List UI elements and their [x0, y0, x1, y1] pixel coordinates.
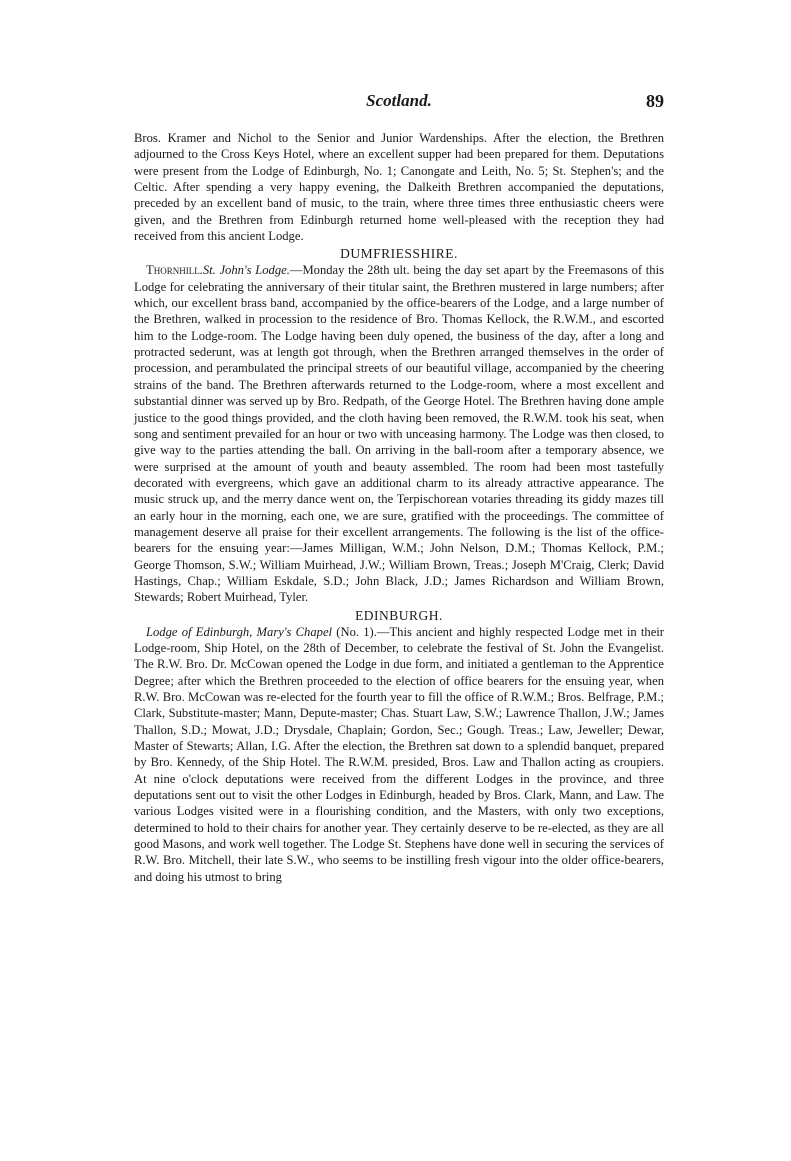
lead-lodge: St. John's Lodge. [202, 263, 290, 278]
paragraph-thornhill [134, 262, 664, 605]
paragraph-edinburgh [134, 624, 664, 886]
lead-lodge: Lodge of Edinburgh, Mary's Chapel [146, 624, 333, 639]
article-body [134, 130, 664, 885]
lead-place: Thornhill. [146, 263, 203, 278]
page-number: 89 [646, 91, 664, 111]
heading-edinburgh: EDINBURGH. [355, 607, 443, 623]
running-title: Scotland. [366, 91, 432, 110]
heading-dumfriesshire: DUMFRIESSHIRE. [340, 246, 458, 262]
paragraph-text: (No. 1).—This ancient and highly respected Lodge met in their Lodge-room, Ship Hotel, on the 28th of December, to celebrate the festival of St. John the Evangelist. The R.W. Bro. Dr. McCowan opened the Lodge in due form, and initiated a gentleman to the Apprentice Degree; after which the Brethren proceeded to the election of office bearers for the ensuing year, when R.W. Bro. McCowan was re-elected for the fourth year to fill the office of R.W.M.; Bros. Belfrage, P.M.; Clark, Substitute-master; Mann, Depute-master; Chas. Stuart Law, S.W.; Lawrence Thallon, J.W.; James Thallon, S.D.; Mowat, J.D.; Drysdale, Chaplain; Gordon, Sec.; Gough. Treas.; Law, Jeweller; Dewar, Master of Stewarts; Allan, I.G. After the election, the Brethren sat down to a splendid banquet, prepared by Bro. Kennedy, of the Ship Hotel. The R.W.M. presided, Bros. Law and Thallon acting as croupiers. At nine o'clock deputations were received from the different Lodges in the province, and three deputations sent out to visit the other Lodges in Edinburgh, headed by Bros. Clark, Mann, and Law. The various Lodges visited were in a flourishing condition, and the Masters, with only two exceptions, determined to hold to their chairs for another year. They certainly deserve to be re-elected, as they are all good Masons, and work well together. The Lodge St. Stephens have done well in securing the services of R.W. Bro. Mitchell, their late S.W., who seems to be instilling fresh vigour into the older office-bearers, and doing his utmost to bring [134, 624, 664, 884]
paragraph-dalkeith: Bros. Kramer and Nichol to the Senior and Junior Wardenships. After the election, the Brethren adjourned to the Cross Keys Hotel, where an excellent supper had been prepared for them. Deputations were present from the Lodge of Edinburgh, No. 1; Canongate and Leith, No. 5; St. Stephen's; and the Celtic. After spending a very happy evening, the Dalkeith Brethren accompanied the deputations, preceded by an excellent band of music, to the train, where three times three enthusiastic cheers were given, and the Brethren from Edinburgh returned home well-pleased with the reception they had received from this ancient Lodge. [134, 131, 664, 244]
page-header [134, 91, 664, 117]
paragraph-text: —Monday the 28th ult. being the day set apart by the Freemasons of this Lodge for celebrating the anniversary of their titular saint, the Brethren mustered in large numbers; after which, our excellent brass band, accompanied by the office-bearers of the Lodge, and a large number of the Brethren, walked in procession to the residence of Bro. Thomas Kellock, the R.W.M., and escorted him to the Lodge-room. The Lodge having been duly opened, the business of the day, after a long and protracted sederunt, was at length got through, when the Brethren arranged themselves in the order of procession, and perambulated the principal streets of our beautiful village, accompanied by the cheering strains of the band. The Brethren afterwards returned to the Lodge-room, where a most excellent and substantial dinner was served up by Bro. Redpath, of the George Hotel. The Brethren having done ample justice to the good things provided, and the cloth having been removed, the R.W.M. took his seat, when song and sentiment prevailed for an hour or two with unceasing harmony. The Lodge was then closed, to give way to the parties attending the ball. On arriving in the ball-room after a temporary absence, we were surprised at the amount of youth and beauty assembled. The room had been most tastefully decorated with evergreens, which gave an additional charm to its already attractive appearance. The music struck up, and the merry dance went on, the Terpischorean votaries threading its giddy mazes till an early hour in the morning, each one, we are sure, gratified with the proceedings. The committee of management deserve all praise for their excellent arrangements. The following is the list of the office-bearers for the ensuing year:—James Milligan, W.M.; John Nelson, D.M.; Thomas Kellock, P.M.; George Thomson, S.W.; William Muirhead, J.W.; William Brown, Treas.; Joseph M'Craig, Clerk; David Hastings, Chap.; William Eskdale, S.D.; John Black, J.D.; James Richardson and William Brown, Stewards; Robert Muirhead, Tyler. [134, 263, 665, 605]
